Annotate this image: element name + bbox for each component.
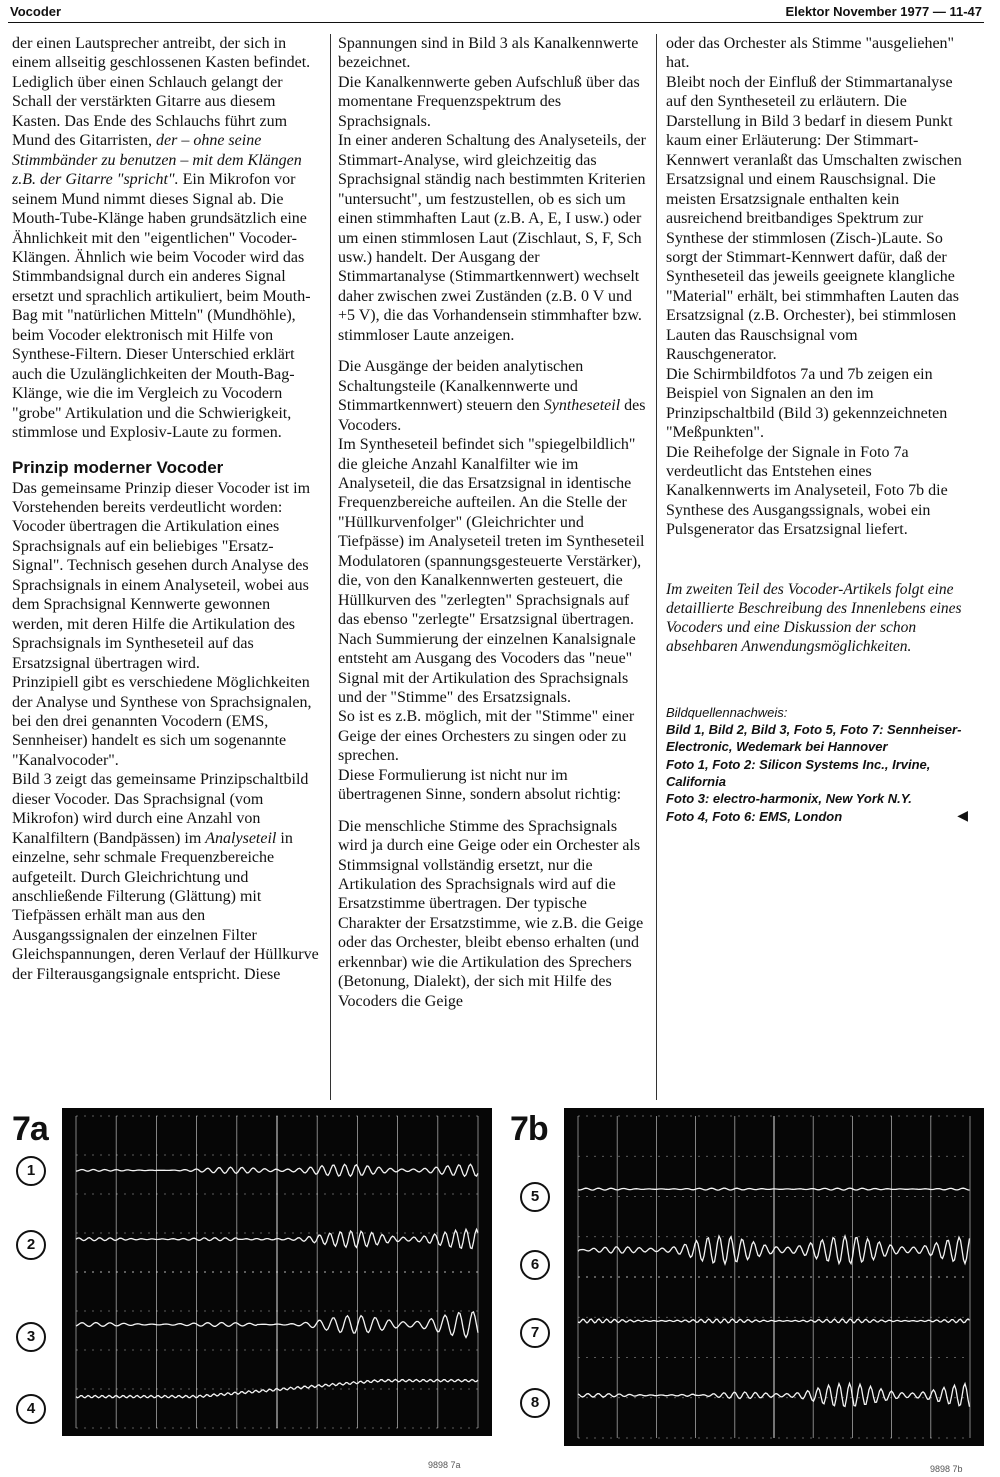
paragraph-text: Die Ausgänge der beiden analytischen Schaltungsteile (Kanalkennwerte und Stimmartkennwert) steuern den bbox=[338, 358, 584, 415]
paragraph: Im Syntheseteil befindet sich "spiegelbildlich" die gleiche Anzahl Kanalfilter wie im Analyseteil, die das Ersatzsignal in identische Frequenzbereiche aufteilen. An die Stelle der "Hüllkurvenfolger" (Gleichrichter und Tiefpässe) im Analyseteil treten im Syntheseteil Modulatoren (spannungsgesteuerte Verstärker), die, von den Kanalkennwerten gesteuert, die Hüllkurven des "zerlegten" Sprachsignals auf das ebenso "zerlegte" Ersatzsignal übertragen. bbox=[338, 436, 645, 629]
trace-number: 4 bbox=[16, 1394, 46, 1424]
paragraph: Die Schirmbildfotos 7a und 7b zeigen ein Beispiel von Signalen an den im Prinzipschaltbild (Bild 3) gekennzeichneten "Meßpunkten". bbox=[666, 365, 948, 442]
running-header-issue: Elektor November 1977 — 11-47 bbox=[785, 4, 982, 19]
paragraph-emphasis: Syntheseteil bbox=[543, 397, 621, 415]
paragraph: Das gemeinsame Prinzip dieser Vocoder ist im Vorstehenden bereits verdeutlicht worden: bbox=[12, 479, 311, 516]
trace-number: 2 bbox=[16, 1230, 46, 1260]
paragraph bbox=[338, 357, 648, 435]
section-heading: Prinzip moderner Vocoder bbox=[12, 457, 224, 477]
column-divider bbox=[656, 34, 657, 1100]
paragraph-text: der einen Lautsprecher antreibt, der sich in einem allseitig geschlossenen Kasten befindet. Lediglich über einen Schlauch gelangt der Schall der verstärkten Gitarre aus diesem Kasten. Das Ende des Schlauchs führt zum Mund des Gitarristen, bbox=[12, 35, 311, 150]
paragraph: Prinzipiell gibt es verschiedene Möglichkeiten der Analyse und Synthese von Sprachsignalen, bei den drei genannten Vocodern (EMS, Sennheiser) handelt es sich um sogenannte "Kanalvocoder". bbox=[12, 674, 312, 769]
trace-number: 7 bbox=[520, 1318, 550, 1348]
trace-number: 8 bbox=[520, 1388, 550, 1418]
credits-title: Bildquellennachweis: bbox=[666, 704, 788, 720]
trace-number: 1 bbox=[16, 1156, 46, 1186]
paragraph: Spannungen sind in Bild 3 als Kanalkennwerte bezeichnet. bbox=[338, 35, 639, 72]
paragraph: In einer anderen Schaltung des Analyseteils, der Stimmart-Analyse, wird gleichzeitig das Sprachsignal ständig nach bestimmten Kriterien "untersucht", um festzustellen, ob es sich um einen stimmhaften Laut (z.B. A, E, I usw.) oder um einen stimmlosen Laut (Zischlaut, S, F, Sch usw.) handelt. Der Ausgang der Stimmartanalyse (Stimmartkennwert) wechselt daher zwischen zwei Zuständen (z.B. 0 V und +5 V), die das Vorhandensein stimmhafter bzw. stimmloser Laute anzeigen. bbox=[338, 132, 646, 344]
photo-code: 9898 7a bbox=[428, 1460, 461, 1470]
oscilloscope-screen bbox=[564, 1108, 984, 1446]
end-of-article-icon: ◀ bbox=[957, 807, 968, 824]
trace-number: 6 bbox=[520, 1250, 550, 1280]
oscilloscope-photo-7b bbox=[564, 1108, 984, 1446]
column-1 bbox=[12, 34, 324, 984]
paragraph bbox=[12, 770, 324, 984]
paragraph: Vocoder übertragen die Artikulation eines Sprachsignals auf ein beliebiges "Ersatz-Signal". Technisch gesehen durch Analyse des Sprachsignals in einem Analyseteil, wobei aus dem Sprachsignal Kennwerte gewonnen werden, mit deren Hilfe die Artikulation des Sprachsignals im Syntheseteil auf das Ersatzsignal übertragen wird. bbox=[12, 518, 309, 672]
paragraph: So ist es z.B. möglich, mit der "Stimme" einer Geige der eines Orchesters zu singen oder zu sprechen. bbox=[338, 708, 635, 765]
paragraph-text: in einzelne, sehr schmale Frequenzbereiche aufgeteilt. Durch Gleichrichtung und anschließende Filterung (Glättung) mit Tiefpässen erhält man aus den Ausgangssignalen der einzelnen Filter Gleichspannungen, deren Verlauf der Hüllkurve der Filterausgangsignale entspricht. Diese bbox=[12, 829, 319, 983]
paragraph: oder das Orchester als Stimme "ausgeliehen" hat. bbox=[666, 35, 955, 72]
paragraph: Diese Formulierung ist nicht nur im übertragenen Sinne, sondern absolut richtig: bbox=[338, 766, 622, 804]
paragraph: Bleibt noch der Einfluß der Stimmartanalyse auf den Syntheseteil zu erläutern. Die Darstellung in Bild 3 bedarf in diesem Punkt kaum einer Erläuterung: Der Stimmart-Kennwert veranlaßt das Umschalten zwischen Ersatzsignal und einem Rauschsignal. Die meisten Ersatzsignale enthalten kein ausreichend breitbandiges Spektrum zur Synthese der stimmlosen (Zisch-)Laute. So sorgt der Stimmart-Kennwert dafür, daß der Syntheseteil das jeweils geeignete klangliche "Material" erhält, bei stimmhaften Lauten das Ersatzsignal (z.B. Orchester), bei stimmlosen Lauten das Rauschsignal vom Rauschgenerator. bbox=[666, 73, 962, 364]
column-3 bbox=[666, 34, 972, 825]
credit-line: Foto 4, Foto 6: EMS, London bbox=[666, 808, 843, 824]
trace-number: 5 bbox=[520, 1182, 550, 1212]
oscilloscope-photo-7a bbox=[62, 1108, 492, 1436]
paragraph: Die menschliche Stimme des Sprachsignals wird ja durch eine Geige oder ein Orchester als Stimmsignal vollständig ersetzt, nur die Artikulation des Sprachsignals wird auf die Ersatzstimme übertragen. Der typische Charakter der Ersatzstimme, wie z.B. die Geige oder das Orchester, bleibt ebenso erhalten (und erkennbar) wie die Artikulation des Sprechers (Betonung, Dialekt), der sich mit Hilfe des Vocoders die Geige bbox=[338, 817, 644, 1010]
figure-label-7a: 7a bbox=[12, 1110, 48, 1148]
credit-line: Bild 1, Bild 2, Bild 3, Foto 5, Foto 7: Sennheiser-Electronic, Wedemark bei Hannover bbox=[666, 722, 962, 755]
paragraph: Nach Summierung der einzelnen Kanalsignale entsteht am Ausgang des Vocoders das "neue" Signal mit der Artikulation des Sprachsignals und der "Stimme" des Ersatzsignals. bbox=[338, 630, 636, 706]
header-rule bbox=[8, 22, 984, 23]
figure-label-7b: 7b bbox=[510, 1110, 548, 1148]
credit-line: Foto 1, Foto 2: Silicon Systems Inc., Irvine, California bbox=[666, 756, 931, 789]
paragraph-emphasis: Analyseteil bbox=[205, 829, 277, 847]
image-credits bbox=[666, 704, 972, 825]
credit-line: Foto 3: electro-harmonix, New York N.Y. bbox=[666, 791, 912, 807]
paragraph-emphasis: der – ohne seine Stimmbänder zu benutzen – mit dem Klängen z.B. der Gitarre "spricht". bbox=[12, 132, 302, 189]
paragraph: Die Kanalkennwerte geben Aufschluß über das momentane Frequenzspektrum des Sprachsignals. bbox=[338, 73, 640, 130]
column-divider bbox=[330, 34, 331, 1100]
oscilloscope-screen bbox=[62, 1108, 492, 1436]
column-2 bbox=[338, 34, 648, 1011]
paragraph-text: Ein Mikrofon vor seinem Mund nimmt dieses Signal ab. Die Mouth-Tube-Klänge haben grundsätzlich eine Ähnlichkeit mit den "eigentlichen" Vocoder-Klängen. Ähnlich wie beim Vocoder wird das Stimmbandsignal durch ein anderes Signal ersetzt und sprachlich artikuliert, beim Mouth-Bag mit "natürlichen Mitteln" (Mundhöhle), beim Vocoder elektronisch mit Hilfe von Synthese-Filtern. Dieser Unterschied erklärt auch die Uzulänglichkeiten der Mouth-Bag-Klänge, wie die im Vergleich zu Vocodern "grobe" Artikulation und die Schwierigkeit, stimmlose und Explosiv-Laute zu formen. bbox=[12, 171, 311, 442]
paragraph bbox=[12, 34, 324, 443]
series-note: Im zweiten Teil des Vocoder-Artikels folgt eine detaillierte Beschreibung des Innenlebens eines Vocoders und eine Diskussion der schon absehbaren Anwendungsmöglichkeiten. bbox=[666, 580, 962, 655]
paragraph-text: Bild 3 zeigt das gemeinsame Prinzipschaltbild dieser Vocoder. Das Sprachsignal (vom Mikrofon) wird durch eine Anzahl von Kanalfiltern (Bandpässen) im bbox=[12, 771, 309, 847]
running-header-title: Vocoder bbox=[10, 4, 62, 19]
paragraph-text: des Vocoders. bbox=[338, 397, 646, 434]
paragraph: Die Reihefolge der Signale in Foto 7a verdeutlicht das Entstehen eines Kanalkennwerts im Analyseteil, Foto 7b die Synthese des Ausgangssignals, wobei ein Pulsgenerator das Ersatzsignal liefert. bbox=[666, 443, 948, 539]
trace-number: 3 bbox=[16, 1322, 46, 1352]
photo-code: 9898 7b bbox=[930, 1464, 963, 1474]
